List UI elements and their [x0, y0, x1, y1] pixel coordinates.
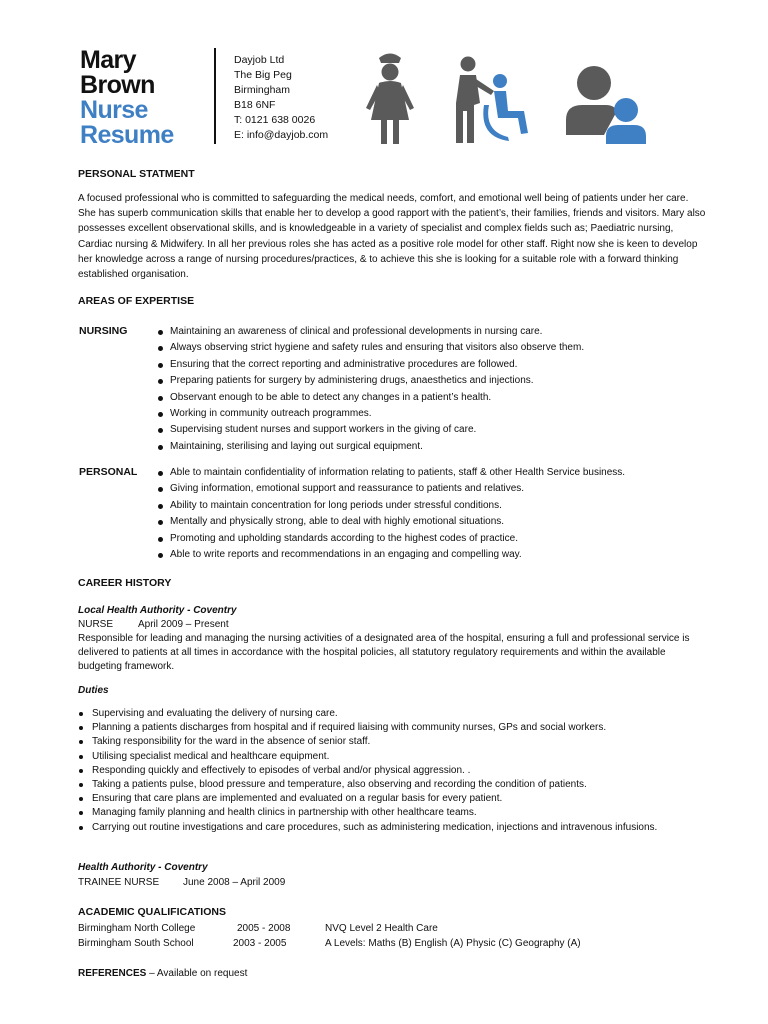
contact-street: The Big Peg: [234, 69, 292, 81]
contact-postcode: B18 6NF: [234, 99, 276, 111]
job1-dates: April 2009 – Present: [138, 619, 229, 630]
contact-email: E: info@dayjob.com: [234, 129, 329, 141]
list-item: Carrying out routine investigations and care procedures, such as administering medication, injections and intravenous infusions.: [78, 821, 688, 835]
list-item: Ensuring that the correct reporting and administrative procedures are followed.: [158, 357, 584, 373]
list-item: Ensuring that care plans are implemented and evaluated on a regular basis for every patient.: [78, 792, 688, 806]
list-item: Giving information, emotional support and reassurance to patients and relatives.: [158, 481, 625, 497]
list-item: Preparing patients for surgery by administering drugs, anaesthetics and injections.: [158, 373, 584, 389]
academic-school: Birmingham South School: [78, 938, 194, 949]
list-item: Supervising and evaluating the delivery of nursing care.: [78, 707, 688, 721]
contact-city: Birmingham: [234, 84, 291, 96]
contact-phone: T: 0121 638 0026: [234, 114, 316, 126]
job2-dates: June 2008 – April 2009: [183, 877, 286, 888]
references-label: REFERENCES: [78, 968, 147, 979]
references-text: – Available on request: [146, 968, 248, 979]
list-item: Promoting and upholding standards according to the highest codes of practice.: [158, 531, 625, 547]
caregiver-wheelchair-icon: [450, 55, 540, 150]
expertise-heading: AREAS OF EXPERTISE: [78, 295, 195, 307]
duties-heading: Duties: [78, 685, 109, 696]
list-item: Maintaining an awareness of clinical and professional developments in nursing care.: [158, 324, 584, 340]
list-item: Able to write reports and recommendations in an engaging and compelling way.: [158, 547, 625, 563]
academic-qualification: A Levels: Maths (B) English (A) Physic (C) Geography (A): [325, 938, 581, 949]
job1-employer: Local Health Authority - Coventry: [78, 605, 237, 616]
career-heading: CAREER HISTORY: [78, 577, 172, 589]
list-item: Taking a patients pulse, blood pressure and temperature, also observing and recording the condition of patients.: [78, 778, 688, 792]
academic-years: 2005 - 2008: [237, 923, 291, 934]
list-item: Responding quickly and effectively to episodes of verbal and/or physical aggression. .: [78, 764, 688, 778]
nursing-list: [158, 324, 584, 455]
nurse-icon: [360, 50, 420, 150]
list-item: Managing family planning and health clinics in partnership with other healthcare teams.: [78, 806, 688, 820]
users-icon: [564, 65, 654, 145]
duties-list: [78, 707, 688, 835]
academic-years: 2003 - 2005: [233, 938, 287, 949]
title-resume: Resume: [80, 121, 174, 149]
job2-employer: Health Authority - Coventry: [78, 862, 208, 873]
list-item: Mentally and physically strong, able to deal with highly emotional situations.: [158, 514, 625, 530]
title-nurse: Nurse: [80, 96, 148, 124]
contact-company: Dayjob Ltd: [234, 54, 285, 66]
academic-school: Birmingham North College: [78, 923, 196, 934]
list-item: Always observing strict hygiene and safety rules and ensuring that visitors also observe them.: [158, 340, 584, 356]
list-item: Taking responsibility for the ward in the absence of senior staff.: [78, 735, 688, 749]
nursing-label: NURSING: [79, 325, 128, 337]
job1-role: NURSE: [78, 619, 114, 630]
list-item: Observant enough to be able to detect any changes in a patient’s health.: [158, 390, 584, 406]
list-item: Able to maintain confidentiality of information relating to patients, staff & other Health Service business.: [158, 465, 625, 481]
list-item: Working in community outreach programmes.: [158, 406, 584, 422]
list-item: Supervising student nurses and support workers in the giving of care.: [158, 422, 584, 438]
job1-summary: Responsible for leading and managing the nursing activities of a designated area of the hospital, ensuring a full and professional service is delivered to patients at all times in accordance with the hospital policies, all statutory regulatory requirements and within the available budgeting framework.: [78, 633, 690, 672]
personal-label: PERSONAL: [79, 466, 138, 478]
academic-heading: ACADEMIC QUALIFICATIONS: [78, 906, 226, 918]
list-item: Planning a patients discharges from hospital and if required liaising with community nurses, GPs and social workers.: [78, 721, 688, 735]
list-item: Ability to maintain concentration for long periods under stressful conditions.: [158, 498, 625, 514]
last-name: Brown: [80, 71, 155, 99]
list-item: Utilising specialist medical and healthcare equipment.: [78, 750, 688, 764]
academic-qualification: NVQ Level 2 Health Care: [325, 923, 438, 934]
first-name: Mary: [80, 46, 136, 74]
header-divider: [214, 48, 216, 144]
references: [78, 968, 247, 979]
personal-statement-text: A focused professional who is committed to safeguarding the medical needs, comfort, and emotional well being of patients under her care. She has superb communication skills that enable her to develop a good rapport with the patient’s, their families, friends and visitors. Mary also possesses excellent observational skills, and is knowledgeable in a variety of specialist and complex fields such as; Paediatric nursing, Cardiac nursing & Midwifery. In all her previous roles she has acted as a positive role model for other staff. Right now she is keen to develop her knowledge across a range of nursing procedures/practices, & to achieve this she is looking for a suitable role with a forward thinking established organisation.: [78, 193, 706, 281]
list-item: Maintaining, sterilising and laying out surgical equipment.: [158, 439, 584, 455]
job2-role: TRAINEE NURSE: [78, 877, 160, 888]
personal-list: [158, 465, 625, 563]
personal-statement-heading: PERSONAL STATMENT: [78, 168, 195, 180]
